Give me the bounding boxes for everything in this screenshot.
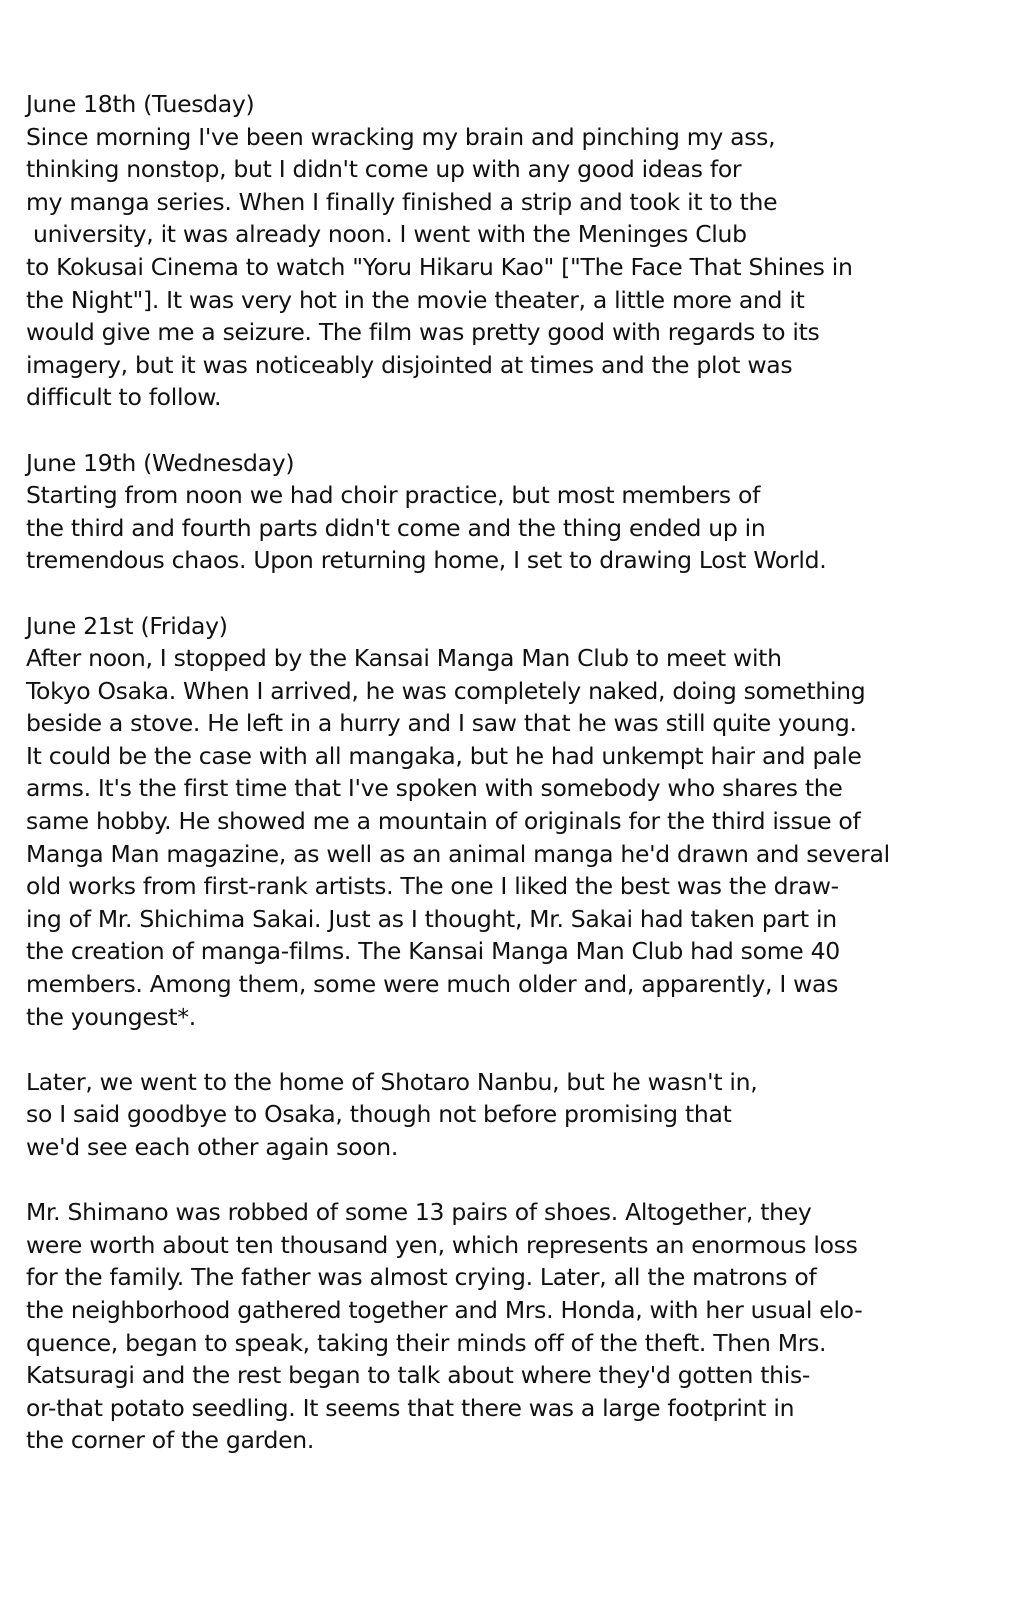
paragraph-line: for the family. The father was almost crying. Later, all the matrons of bbox=[26, 1263, 817, 1292]
diary-entry-june-19 bbox=[26, 447, 1016, 577]
entry-line: the Night"]. It was very hot in the movie theater, a little more and it bbox=[26, 285, 805, 314]
entry-line: It could be the case with all mangaka, but he had unkempt hair and pale bbox=[26, 741, 862, 770]
entry-line: thinking nonstop, but I didn't come up with any good ideas for bbox=[26, 155, 742, 184]
entry-heading: June 21st (Friday) bbox=[26, 611, 228, 640]
entry-line: arms. It's the first time that I've spoken with somebody who shares the bbox=[26, 774, 843, 803]
entry-line: beside a stove. He left in a hurry and I saw that he was still quite young. bbox=[26, 709, 857, 738]
paragraph-gap bbox=[26, 577, 1016, 610]
paragraph-line: the neighborhood gathered together and Mrs. Honda, with her usual elo- bbox=[26, 1295, 863, 1324]
entry-line: university, it was already noon. I went with the Meninges Club bbox=[33, 220, 747, 249]
entry-line: tremendous chaos. Upon returning home, I set to drawing Lost World. bbox=[26, 546, 827, 575]
diary-page bbox=[26, 88, 1016, 1457]
paragraph-line: Katsuragi and the rest began to talk about where they'd gotten this- bbox=[26, 1361, 811, 1390]
paragraph-line: or-that potato seedling. It seems that there was a large footprint in bbox=[26, 1393, 795, 1422]
paragraph-gap bbox=[26, 414, 1016, 447]
entry-line: the youngest*. bbox=[26, 1002, 196, 1031]
paragraph-line: so I said goodbye to Osaka, though not before promising that bbox=[26, 1100, 732, 1129]
paragraph-line: the corner of the garden. bbox=[26, 1426, 315, 1455]
entry-line: the creation of manga-films. The Kansai Manga Man Club had some 40 bbox=[26, 937, 840, 966]
paragraph-gap bbox=[26, 1164, 1016, 1197]
entry-line: my manga series. When I finally finished a strip and took it to the bbox=[26, 187, 778, 216]
diary-paragraph-nanbu-visit bbox=[26, 1066, 1016, 1164]
diary-entry-june-18 bbox=[26, 88, 1016, 414]
paragraph-line: Later, we went to the home of Shotaro Nanbu, but he wasn't in, bbox=[26, 1067, 758, 1096]
entry-line: would give me a seizure. The film was pretty good with regards to its bbox=[26, 318, 820, 347]
paragraph-line: quence, began to speak, taking their minds off of the theft. Then Mrs. bbox=[26, 1328, 827, 1357]
entry-line: difficult to follow. bbox=[26, 383, 222, 412]
entry-line: Tokyo Osaka. When I arrived, he was completely naked, doing something bbox=[26, 676, 866, 705]
entry-line: same hobby. He showed me a mountain of originals for the third issue of bbox=[26, 807, 861, 836]
entry-heading: June 18th (Tuesday) bbox=[26, 90, 255, 118]
entry-line: members. Among them, some were much older and, apparently, I was bbox=[26, 970, 839, 999]
entry-line: Manga Man magazine, as well as an animal manga he'd drawn and several bbox=[26, 839, 890, 868]
diary-entry-june-21 bbox=[26, 610, 1016, 1034]
entry-line: the third and fourth parts didn't come and the thing ended up in bbox=[26, 513, 766, 542]
paragraph-line: were worth about ten thousand yen, which represents an enormous loss bbox=[26, 1230, 858, 1259]
diary-paragraph-shoe-theft bbox=[26, 1196, 1016, 1457]
entry-line: Since morning I've been wracking my brain and pinching my ass, bbox=[26, 122, 776, 151]
paragraph-line: we'd see each other again soon. bbox=[26, 1133, 399, 1161]
entry-line: After noon, I stopped by the Kansai Manga Man Club to meet with bbox=[26, 644, 782, 673]
entry-heading: June 19th (Wednesday) bbox=[26, 448, 295, 477]
entry-line: Starting from noon we had choir practice, but most members of bbox=[26, 481, 761, 510]
entry-line: old works from first-rank artists. The one I liked the best was the draw- bbox=[26, 872, 839, 901]
paragraph-gap bbox=[26, 1033, 1016, 1066]
entry-line: imagery, but it was noticeably disjointed at times and the plot was bbox=[26, 350, 793, 379]
entry-line: ing of Mr. Shichima Sakai. Just as I thought, Mr. Sakai had taken part in bbox=[26, 904, 837, 933]
paragraph-line: Mr. Shimano was robbed of some 13 pairs of shoes. Altogether, they bbox=[26, 1198, 812, 1227]
entry-line: to Kokusai Cinema to watch "Yoru Hikaru Kao" ["The Face That Shines in bbox=[26, 252, 853, 281]
